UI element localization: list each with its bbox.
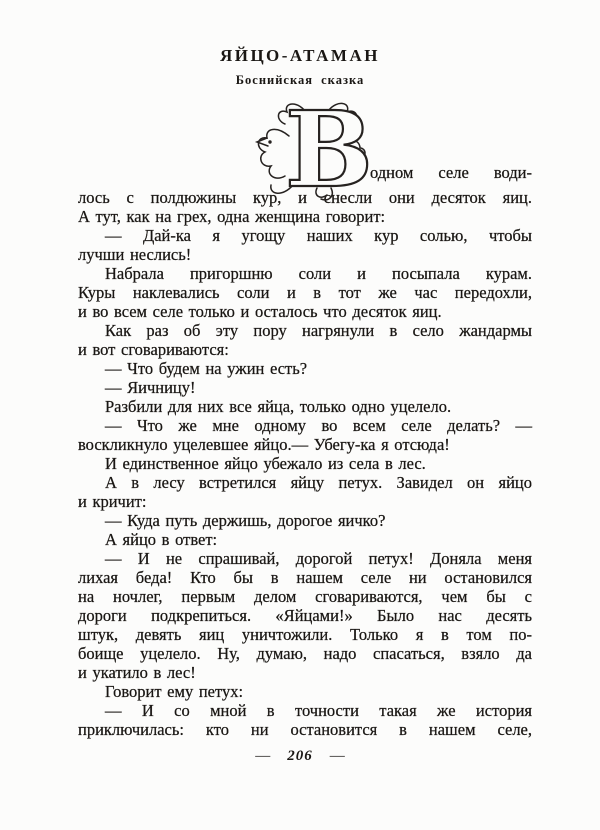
text-line: лось с полдюжины кур, и снесли они десяток яиц. xyxy=(78,188,532,207)
text-line: лучши неслись! xyxy=(78,245,192,264)
text-line: — Яичницу! xyxy=(105,378,196,397)
text-line: штук, девять яиц уничтожили. Только я в том по- xyxy=(78,625,532,644)
page-number xyxy=(0,748,600,765)
text-line: — Что же мне одному во всем селе делать? — xyxy=(105,416,532,435)
text-line: Куры наклевались соли и в тот же час передохли, xyxy=(78,283,532,302)
text-line: А в лесу встретился яйцу петух. Завидел он яйцо xyxy=(105,473,532,492)
text-line: Набрала пригоршню соли и посыпала курам. xyxy=(105,264,532,283)
text-line: на ночлег, первым делом сговариваются, чем бы с xyxy=(78,587,532,606)
text-line: боище уцелело. Ну, думаю, надо спасаться, взяло да xyxy=(78,644,532,663)
text-line: — Дай-ка я угощу наших кур солью, чтобы xyxy=(105,226,532,245)
paragraphs xyxy=(78,188,532,739)
dropcap-initial-icon xyxy=(255,88,373,211)
text-line: одном селе води- xyxy=(370,163,532,182)
text-line: лихая беда! Кто бы в нашем селе ни остановился xyxy=(78,568,532,587)
text-line: воскликнуло уцелевшее яйцо.— Убегу-ка я отсюда! xyxy=(78,435,450,454)
text-line: и вот сговариваются: xyxy=(78,340,229,359)
text-line: А яйцо в ответ: xyxy=(105,530,218,549)
page-number-right-dash: — xyxy=(329,748,345,764)
dropcap-letter: В xyxy=(285,88,373,211)
page-number-value: 206 xyxy=(287,748,313,764)
text-line: А тут, как на грех, одна женщина говорит: xyxy=(78,207,386,226)
text-line: — И не спрашивай, дорогой петух! Доняла меня xyxy=(105,549,532,568)
text-line: дороги подкрепиться. «Яйцами!» Было нас десять xyxy=(78,606,532,625)
text-line: Говорит ему петух: xyxy=(105,682,244,701)
text-line: — Куда путь держишь, дорогое яичко? xyxy=(105,511,386,530)
text-line: И единственное яйцо убежало из села в лес. xyxy=(105,454,426,473)
text-line: и кричит: xyxy=(78,492,147,511)
text-line: — И со мной в точности такая же история xyxy=(105,701,532,720)
text-line: и во всем селе только и осталось что десяток яиц. xyxy=(78,302,442,321)
page-number-left-dash: — xyxy=(255,748,271,764)
text-line: приключилась: кто ни остановится в нашем селе, xyxy=(78,720,532,739)
text-line: Как раз об эту пору нагрянули в село жандармы xyxy=(105,321,532,340)
page-title: ЯЙЦО-АТАМАН xyxy=(220,46,380,65)
text-line: — Что будем на ужин есть? xyxy=(105,359,308,378)
story-body xyxy=(78,88,532,739)
story-subtitle: Боснийская сказка xyxy=(235,73,365,87)
text-line: Разбили для них все яйца, только одно уцелело. xyxy=(105,397,452,416)
text-line: и укатило в лес! xyxy=(78,663,196,682)
